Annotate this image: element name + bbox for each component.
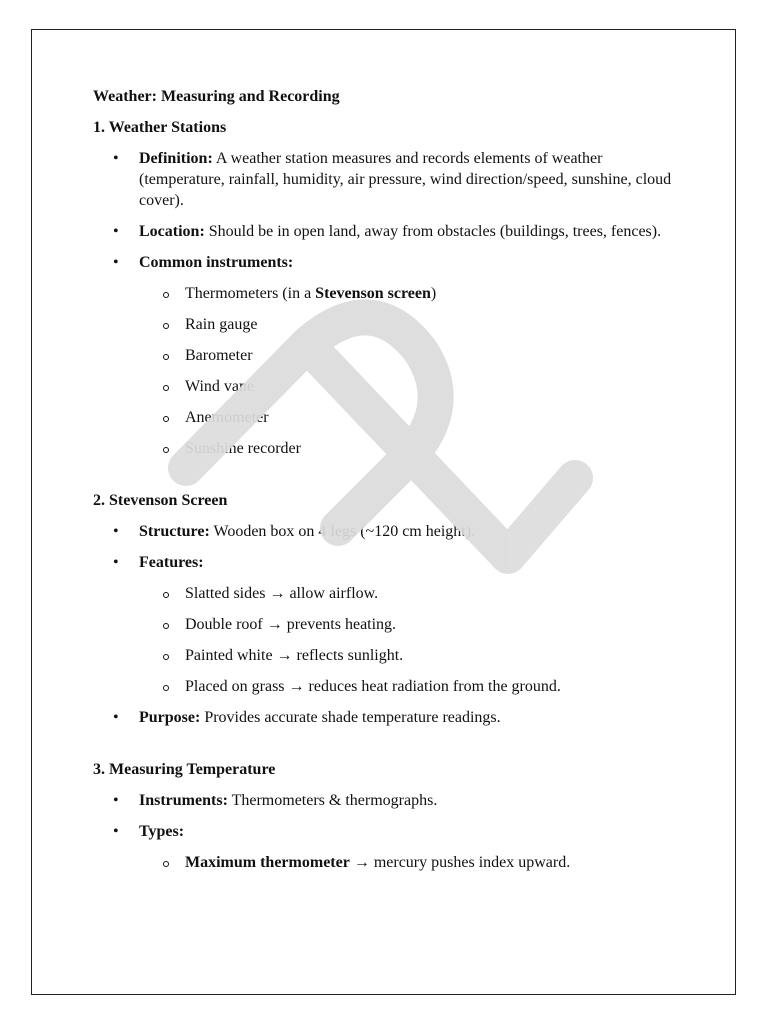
item-lead: Definition: — [139, 150, 213, 167]
list-item-common-instruments — [93, 252, 683, 459]
item-bold-text: Stevenson screen — [315, 285, 431, 302]
section-heading: 2. Stevenson Screen — [93, 492, 228, 509]
sub-item — [139, 283, 683, 304]
sub-item: Wind vane — [139, 376, 683, 397]
list-item-purpose — [93, 707, 683, 728]
sub-list — [139, 852, 683, 873]
item-text: Thermometers & thermographs. — [227, 792, 438, 809]
item-text: A weather station measures and records elements of weather (temperature, rainfall, humidity, air pressure, wind direction/speed, sunshine, cloud cover). — [139, 150, 672, 209]
list-item-structure — [93, 521, 683, 542]
item-lead: Types: — [139, 823, 185, 840]
bullet-list — [93, 521, 683, 728]
list-item-features — [93, 552, 683, 697]
list-item-location — [93, 221, 683, 242]
item-lead: Instruments: — [139, 792, 228, 809]
item-lead: Features: — [139, 554, 204, 571]
list-item-types — [93, 821, 683, 873]
sub-item: Rain gauge — [139, 314, 683, 335]
section-weather-stations — [93, 117, 683, 459]
item-text: Provides accurate shade temperature readings. — [200, 709, 501, 726]
sub-item: Painted white → reflects sunlight. — [139, 645, 683, 666]
list-item-instruments — [93, 790, 683, 811]
sub-item: Slatted sides → allow airflow. — [139, 583, 683, 604]
list-item-definition — [93, 148, 683, 211]
document-content — [93, 86, 683, 883]
item-text: ) — [430, 285, 437, 302]
item-lead: Structure: — [139, 523, 210, 540]
section-measuring-temperature — [93, 759, 683, 873]
bullet-list — [93, 790, 683, 873]
sub-item: Sunshine recorder — [139, 438, 683, 459]
section-heading: 1. Weather Stations — [93, 119, 227, 136]
section-heading: 3. Measuring Temperature — [93, 761, 276, 778]
item-lead: Location: — [139, 223, 205, 240]
item-text: Wooden box on 4 legs (~120 cm height). — [209, 523, 476, 540]
sub-item: Anemometer — [139, 407, 683, 428]
item-text: Should be in open land, away from obstacles (buildings, trees, fences). — [204, 223, 662, 240]
bullet-list — [93, 148, 683, 459]
sub-list — [139, 583, 683, 697]
sub-item — [139, 852, 683, 873]
section-stevenson-screen — [93, 490, 683, 728]
item-text: → mercury pushes index upward. — [349, 854, 571, 871]
sub-item: Barometer — [139, 345, 683, 366]
item-bold-text: Maximum thermometer — [185, 854, 350, 871]
sub-list — [139, 283, 683, 459]
sub-item: Double roof → prevents heating. — [139, 614, 683, 635]
item-lead: Common instruments: — [139, 254, 294, 271]
document-title: Weather: Measuring and Recording — [93, 88, 340, 105]
item-text: Thermometers (in a — [185, 285, 316, 302]
item-lead: Purpose: — [139, 709, 201, 726]
sub-item: Placed on grass → reduces heat radiation from the ground. — [139, 676, 683, 697]
